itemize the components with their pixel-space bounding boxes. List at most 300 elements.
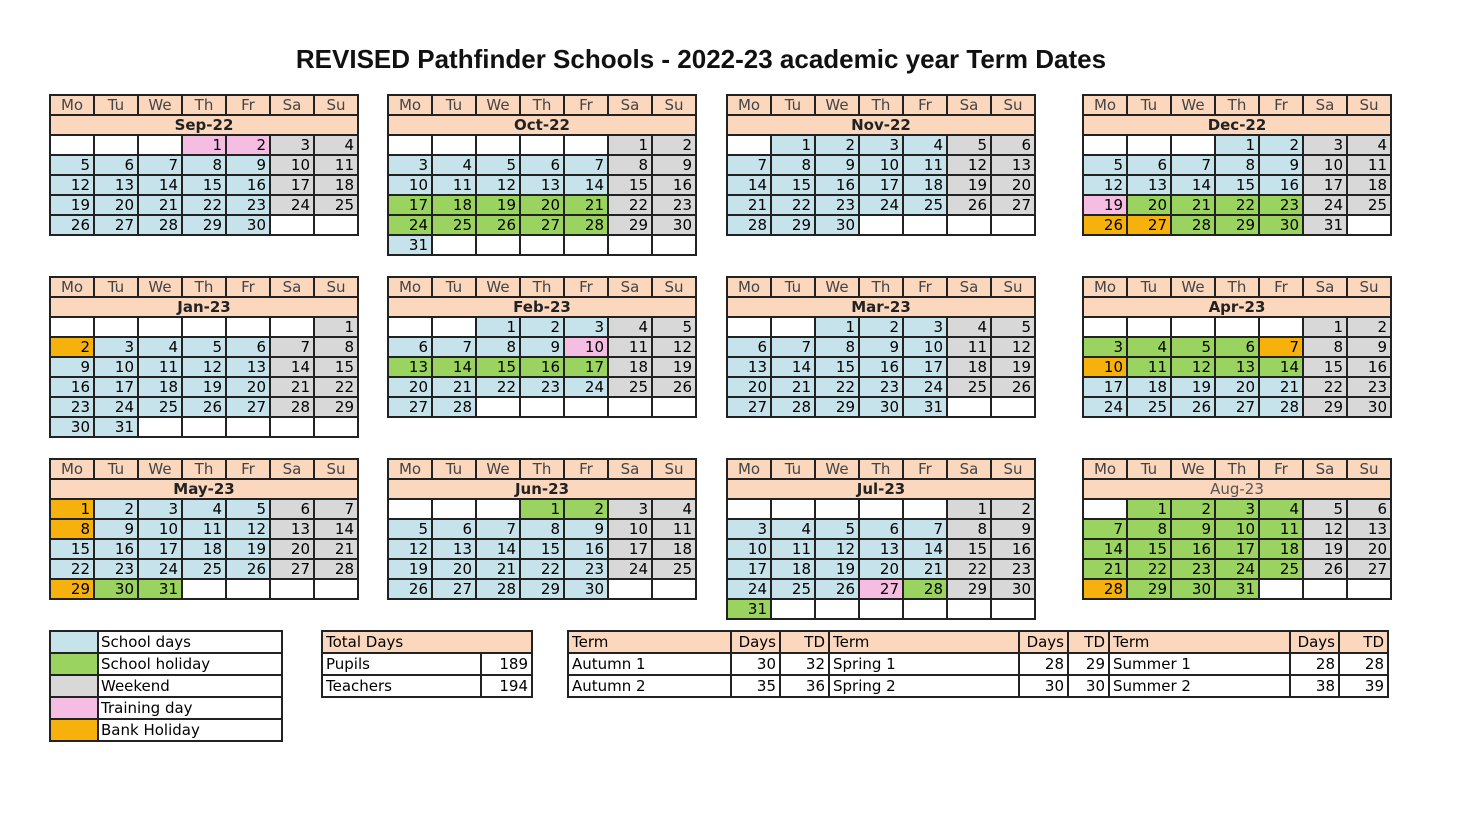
day-cell: 12 bbox=[50, 175, 94, 195]
day-cell: 22 bbox=[182, 195, 226, 215]
day-cell: 31 bbox=[388, 235, 432, 255]
month-calendar bbox=[1082, 458, 1392, 600]
weekday-header: Mo bbox=[388, 95, 432, 115]
day-cell: 22 bbox=[1215, 195, 1259, 215]
empty-cell bbox=[50, 135, 94, 155]
day-cell: 23 bbox=[1259, 195, 1303, 215]
week-row bbox=[727, 155, 1035, 175]
weekday-header-row bbox=[50, 459, 358, 479]
weekday-header: Mo bbox=[50, 277, 94, 297]
day-cell: 10 bbox=[1083, 357, 1127, 377]
week-row bbox=[1083, 539, 1391, 559]
day-cell: 22 bbox=[608, 195, 652, 215]
month-title: Jul-23 bbox=[727, 479, 1035, 499]
day-cell: 29 bbox=[771, 215, 815, 235]
empty-cell bbox=[432, 317, 476, 337]
empty-cell bbox=[727, 499, 771, 519]
empty-cell bbox=[138, 135, 182, 155]
term-header-row bbox=[568, 631, 1388, 653]
week-row bbox=[1083, 499, 1391, 519]
month-calendar bbox=[387, 94, 697, 256]
day-cell: 6 bbox=[1127, 155, 1171, 175]
day-cell: 9 bbox=[520, 337, 564, 357]
term-summary-table bbox=[567, 630, 1389, 698]
weekday-header: Tu bbox=[432, 95, 476, 115]
empty-cell bbox=[608, 397, 652, 417]
day-cell: 14 bbox=[138, 175, 182, 195]
day-cell: 2 bbox=[815, 135, 859, 155]
day-cell: 30 bbox=[815, 215, 859, 235]
day-cell: 18 bbox=[947, 357, 991, 377]
weekday-header: Fr bbox=[903, 277, 947, 297]
day-cell: 11 bbox=[1259, 519, 1303, 539]
day-cell: 17 bbox=[727, 559, 771, 579]
day-cell: 10 bbox=[94, 357, 138, 377]
empty-cell bbox=[991, 397, 1035, 417]
day-cell: 23 bbox=[815, 195, 859, 215]
day-cell: 25 bbox=[947, 377, 991, 397]
week-row bbox=[50, 357, 358, 377]
weekday-header: Fr bbox=[1259, 95, 1303, 115]
week-row bbox=[50, 559, 358, 579]
weekday-header: Mo bbox=[1083, 459, 1127, 479]
day-cell: 14 bbox=[1171, 175, 1215, 195]
empty-cell bbox=[476, 397, 520, 417]
day-cell: 9 bbox=[1171, 519, 1215, 539]
empty-cell bbox=[476, 135, 520, 155]
weekday-header-row bbox=[388, 95, 696, 115]
day-cell: 6 bbox=[727, 337, 771, 357]
weekday-header: Th bbox=[520, 95, 564, 115]
weekday-header: Sa bbox=[1303, 277, 1347, 297]
weekday-header: Su bbox=[991, 277, 1035, 297]
day-cell: 30 bbox=[564, 579, 608, 599]
day-cell: 6 bbox=[1347, 499, 1391, 519]
weekday-header: We bbox=[138, 277, 182, 297]
days-header: Days bbox=[1019, 631, 1068, 653]
day-cell: 18 bbox=[1127, 377, 1171, 397]
day-cell: 1 bbox=[182, 135, 226, 155]
day-cell: 15 bbox=[1303, 357, 1347, 377]
day-cell: 8 bbox=[50, 519, 94, 539]
day-cell: 2 bbox=[1171, 499, 1215, 519]
day-cell: 22 bbox=[520, 559, 564, 579]
day-cell: 14 bbox=[771, 357, 815, 377]
day-cell: 1 bbox=[608, 135, 652, 155]
empty-cell bbox=[226, 317, 270, 337]
day-cell: 26 bbox=[815, 579, 859, 599]
day-cell: 18 bbox=[1347, 175, 1391, 195]
day-cell: 28 bbox=[314, 559, 358, 579]
day-cell: 25 bbox=[182, 559, 226, 579]
day-cell: 19 bbox=[815, 559, 859, 579]
weekday-header: Su bbox=[991, 95, 1035, 115]
day-cell: 24 bbox=[138, 559, 182, 579]
day-cell: 29 bbox=[1215, 215, 1259, 235]
day-cell: 2 bbox=[1259, 135, 1303, 155]
day-cell: 18 bbox=[771, 559, 815, 579]
empty-cell bbox=[727, 135, 771, 155]
weekday-header: Tu bbox=[94, 459, 138, 479]
day-cell: 27 bbox=[1347, 559, 1391, 579]
day-cell: 6 bbox=[388, 337, 432, 357]
month-calendar bbox=[387, 458, 697, 600]
day-cell: 3 bbox=[94, 337, 138, 357]
day-cell: 17 bbox=[903, 357, 947, 377]
day-cell: 1 bbox=[476, 317, 520, 337]
weekday-header: Su bbox=[1347, 95, 1391, 115]
day-cell: 26 bbox=[991, 377, 1035, 397]
day-cell: 25 bbox=[1347, 195, 1391, 215]
week-row bbox=[50, 135, 358, 155]
day-cell: 22 bbox=[476, 377, 520, 397]
day-cell: 8 bbox=[608, 155, 652, 175]
day-cell: 8 bbox=[520, 519, 564, 539]
day-cell: 20 bbox=[432, 559, 476, 579]
term-name: Autumn 2 bbox=[568, 675, 731, 697]
term-days: 38 bbox=[1290, 675, 1339, 697]
empty-cell bbox=[903, 215, 947, 235]
day-cell: 18 bbox=[182, 539, 226, 559]
day-cell: 19 bbox=[991, 357, 1035, 377]
day-cell: 30 bbox=[859, 397, 903, 417]
day-cell: 21 bbox=[1259, 377, 1303, 397]
day-cell: 31 bbox=[94, 417, 138, 437]
term-days: 28 bbox=[1290, 653, 1339, 675]
month-calendar bbox=[726, 94, 1036, 236]
weekday-header: Sa bbox=[1303, 95, 1347, 115]
day-cell: 12 bbox=[991, 337, 1035, 357]
weekday-header: We bbox=[1171, 277, 1215, 297]
week-row bbox=[388, 337, 696, 357]
weekday-header: Sa bbox=[270, 95, 314, 115]
day-cell: 24 bbox=[727, 579, 771, 599]
weekday-header: Sa bbox=[270, 459, 314, 479]
day-cell: 19 bbox=[947, 175, 991, 195]
day-cell: 2 bbox=[859, 317, 903, 337]
empty-cell bbox=[771, 317, 815, 337]
month-calendar bbox=[726, 276, 1036, 418]
day-cell: 7 bbox=[1083, 519, 1127, 539]
total-teachers-label: Teachers bbox=[322, 675, 481, 697]
day-cell: 17 bbox=[608, 539, 652, 559]
week-row bbox=[50, 397, 358, 417]
day-cell: 23 bbox=[564, 559, 608, 579]
day-cell: 6 bbox=[1215, 337, 1259, 357]
day-cell: 30 bbox=[1347, 397, 1391, 417]
month-title: Oct-22 bbox=[388, 115, 696, 135]
day-cell: 27 bbox=[727, 397, 771, 417]
term-name: Spring 2 bbox=[829, 675, 1019, 697]
day-cell: 9 bbox=[226, 155, 270, 175]
weekday-header: We bbox=[476, 459, 520, 479]
day-cell: 5 bbox=[652, 317, 696, 337]
day-cell: 29 bbox=[947, 579, 991, 599]
weekday-header: Sa bbox=[270, 277, 314, 297]
day-cell: 28 bbox=[138, 215, 182, 235]
total-teachers-value: 194 bbox=[481, 675, 532, 697]
week-row bbox=[388, 559, 696, 579]
day-cell: 30 bbox=[94, 579, 138, 599]
weekday-header-row bbox=[727, 459, 1035, 479]
weekday-header: Sa bbox=[1303, 459, 1347, 479]
day-cell: 4 bbox=[182, 499, 226, 519]
day-cell: 15 bbox=[314, 357, 358, 377]
weekday-header: Tu bbox=[771, 459, 815, 479]
empty-cell bbox=[608, 235, 652, 255]
day-cell: 4 bbox=[652, 499, 696, 519]
weekday-header: Tu bbox=[94, 95, 138, 115]
weekday-header-row bbox=[388, 459, 696, 479]
day-cell: 23 bbox=[1171, 559, 1215, 579]
day-cell: 3 bbox=[1215, 499, 1259, 519]
day-cell: 22 bbox=[1127, 559, 1171, 579]
weekday-header: We bbox=[815, 459, 859, 479]
weekday-header: Tu bbox=[432, 459, 476, 479]
legend-row bbox=[50, 719, 282, 741]
day-cell: 2 bbox=[564, 499, 608, 519]
day-cell: 17 bbox=[859, 175, 903, 195]
weekday-header: Tu bbox=[94, 277, 138, 297]
day-cell: 3 bbox=[388, 155, 432, 175]
weekday-header: Sa bbox=[608, 277, 652, 297]
day-cell: 17 bbox=[564, 357, 608, 377]
day-cell: 14 bbox=[727, 175, 771, 195]
empty-cell bbox=[991, 215, 1035, 235]
empty-cell bbox=[903, 599, 947, 619]
empty-cell bbox=[652, 579, 696, 599]
day-cell: 21 bbox=[1083, 559, 1127, 579]
day-cell: 19 bbox=[1083, 195, 1127, 215]
week-row bbox=[50, 519, 358, 539]
weekday-header-row bbox=[388, 277, 696, 297]
day-cell: 14 bbox=[1083, 539, 1127, 559]
day-cell: 3 bbox=[1083, 337, 1127, 357]
week-row bbox=[1083, 337, 1391, 357]
month-title: Feb-23 bbox=[388, 297, 696, 317]
day-cell: 10 bbox=[388, 175, 432, 195]
weekday-header: Th bbox=[859, 459, 903, 479]
term-days: 30 bbox=[731, 653, 780, 675]
day-cell: 26 bbox=[388, 579, 432, 599]
day-cell: 5 bbox=[1303, 499, 1347, 519]
empty-cell bbox=[947, 215, 991, 235]
day-cell: 16 bbox=[652, 175, 696, 195]
day-cell: 2 bbox=[94, 499, 138, 519]
day-cell: 26 bbox=[1171, 397, 1215, 417]
weekday-header: Sa bbox=[947, 459, 991, 479]
day-cell: 5 bbox=[1171, 337, 1215, 357]
weekday-header: Th bbox=[859, 95, 903, 115]
day-cell: 22 bbox=[771, 195, 815, 215]
day-cell: 16 bbox=[991, 539, 1035, 559]
empty-cell bbox=[388, 499, 432, 519]
day-cell: 29 bbox=[182, 215, 226, 235]
day-cell: 16 bbox=[94, 539, 138, 559]
day-cell: 23 bbox=[50, 397, 94, 417]
day-cell: 22 bbox=[815, 377, 859, 397]
empty-cell bbox=[1303, 579, 1347, 599]
day-cell: 27 bbox=[388, 397, 432, 417]
term-td: 28 bbox=[1339, 653, 1388, 675]
empty-cell bbox=[859, 215, 903, 235]
week-row bbox=[727, 215, 1035, 235]
week-row bbox=[388, 215, 696, 235]
weekday-header: Th bbox=[182, 95, 226, 115]
weekday-header: Mo bbox=[1083, 95, 1127, 115]
day-cell: 26 bbox=[50, 215, 94, 235]
weekday-header: Mo bbox=[388, 277, 432, 297]
legend-label: Training day bbox=[98, 697, 282, 719]
week-row bbox=[50, 417, 358, 437]
month-calendar bbox=[387, 276, 697, 418]
week-row bbox=[727, 195, 1035, 215]
day-cell: 6 bbox=[432, 519, 476, 539]
day-cell: 10 bbox=[1215, 519, 1259, 539]
month-calendar bbox=[49, 276, 359, 438]
legend-swatch bbox=[50, 631, 98, 653]
day-cell: 13 bbox=[388, 357, 432, 377]
term-header: Term bbox=[568, 631, 731, 653]
day-cell: 24 bbox=[859, 195, 903, 215]
day-cell: 24 bbox=[903, 377, 947, 397]
week-row bbox=[50, 175, 358, 195]
month-calendar bbox=[726, 458, 1036, 620]
day-cell: 17 bbox=[388, 195, 432, 215]
week-row bbox=[1083, 579, 1391, 599]
day-cell: 7 bbox=[138, 155, 182, 175]
day-cell: 21 bbox=[1171, 195, 1215, 215]
day-cell: 26 bbox=[182, 397, 226, 417]
day-cell: 16 bbox=[1347, 357, 1391, 377]
day-cell: 13 bbox=[1347, 519, 1391, 539]
term-name: Summer 1 bbox=[1109, 653, 1290, 675]
weekday-header: Th bbox=[182, 459, 226, 479]
empty-cell bbox=[94, 135, 138, 155]
weekday-header: We bbox=[1171, 459, 1215, 479]
term-td: 32 bbox=[780, 653, 829, 675]
week-row bbox=[388, 235, 696, 255]
week-row bbox=[388, 175, 696, 195]
empty-cell bbox=[859, 499, 903, 519]
week-row bbox=[388, 135, 696, 155]
td-header: TD bbox=[1068, 631, 1109, 653]
empty-cell bbox=[903, 499, 947, 519]
day-cell: 31 bbox=[1303, 215, 1347, 235]
week-row bbox=[1083, 155, 1391, 175]
days-header: Days bbox=[1290, 631, 1339, 653]
weekday-header: Th bbox=[520, 459, 564, 479]
weekday-header: Tu bbox=[771, 95, 815, 115]
week-row bbox=[727, 377, 1035, 397]
empty-cell bbox=[182, 579, 226, 599]
week-row bbox=[1083, 519, 1391, 539]
day-cell: 16 bbox=[859, 357, 903, 377]
day-cell: 23 bbox=[520, 377, 564, 397]
month-title: Apr-23 bbox=[1083, 297, 1391, 317]
week-row bbox=[727, 337, 1035, 357]
day-cell: 8 bbox=[182, 155, 226, 175]
day-cell: 4 bbox=[771, 519, 815, 539]
day-cell: 3 bbox=[727, 519, 771, 539]
day-cell: 14 bbox=[564, 175, 608, 195]
day-cell: 28 bbox=[476, 579, 520, 599]
day-cell: 27 bbox=[1127, 215, 1171, 235]
weekday-header: Sa bbox=[947, 277, 991, 297]
empty-cell bbox=[1347, 215, 1391, 235]
day-cell: 18 bbox=[138, 377, 182, 397]
empty-cell bbox=[947, 599, 991, 619]
day-cell: 10 bbox=[138, 519, 182, 539]
day-cell: 1 bbox=[1127, 499, 1171, 519]
month-title: May-23 bbox=[50, 479, 358, 499]
total-days-header: Total Days bbox=[322, 631, 532, 653]
day-cell: 26 bbox=[947, 195, 991, 215]
day-cell: 18 bbox=[608, 357, 652, 377]
day-cell: 2 bbox=[991, 499, 1035, 519]
legend-label: Bank Holiday bbox=[98, 719, 282, 741]
weekday-header: Su bbox=[652, 95, 696, 115]
day-cell: 8 bbox=[476, 337, 520, 357]
day-cell: 11 bbox=[182, 519, 226, 539]
day-cell: 6 bbox=[94, 155, 138, 175]
week-row bbox=[50, 195, 358, 215]
day-cell: 26 bbox=[476, 215, 520, 235]
day-cell: 30 bbox=[1171, 579, 1215, 599]
day-cell: 30 bbox=[652, 215, 696, 235]
day-cell: 5 bbox=[1083, 155, 1127, 175]
empty-cell bbox=[564, 135, 608, 155]
week-row bbox=[388, 317, 696, 337]
day-cell: 4 bbox=[947, 317, 991, 337]
day-cell: 6 bbox=[226, 337, 270, 357]
day-cell: 23 bbox=[859, 377, 903, 397]
day-cell: 23 bbox=[94, 559, 138, 579]
day-cell: 11 bbox=[1347, 155, 1391, 175]
day-cell: 24 bbox=[564, 377, 608, 397]
day-cell: 28 bbox=[270, 397, 314, 417]
day-cell: 13 bbox=[727, 357, 771, 377]
empty-cell bbox=[1171, 135, 1215, 155]
day-cell: 21 bbox=[270, 377, 314, 397]
day-cell: 29 bbox=[314, 397, 358, 417]
day-cell: 21 bbox=[564, 195, 608, 215]
day-cell: 25 bbox=[771, 579, 815, 599]
weekday-header: Tu bbox=[1127, 277, 1171, 297]
day-cell: 25 bbox=[138, 397, 182, 417]
weekday-header: Th bbox=[1215, 277, 1259, 297]
day-cell: 20 bbox=[859, 559, 903, 579]
day-cell: 15 bbox=[608, 175, 652, 195]
empty-cell bbox=[314, 417, 358, 437]
day-cell: 8 bbox=[771, 155, 815, 175]
day-cell: 10 bbox=[564, 337, 608, 357]
day-cell: 15 bbox=[1215, 175, 1259, 195]
empty-cell bbox=[182, 417, 226, 437]
empty-cell bbox=[947, 397, 991, 417]
term-header: Term bbox=[1109, 631, 1290, 653]
empty-cell bbox=[1259, 317, 1303, 337]
weekday-header: Mo bbox=[727, 459, 771, 479]
day-cell: 19 bbox=[226, 539, 270, 559]
day-cell: 31 bbox=[903, 397, 947, 417]
weekday-header: Sa bbox=[608, 459, 652, 479]
weekday-header: Su bbox=[1347, 277, 1391, 297]
term-row bbox=[568, 675, 1388, 697]
day-cell: 26 bbox=[226, 559, 270, 579]
day-cell: 24 bbox=[1215, 559, 1259, 579]
day-cell: 18 bbox=[1259, 539, 1303, 559]
